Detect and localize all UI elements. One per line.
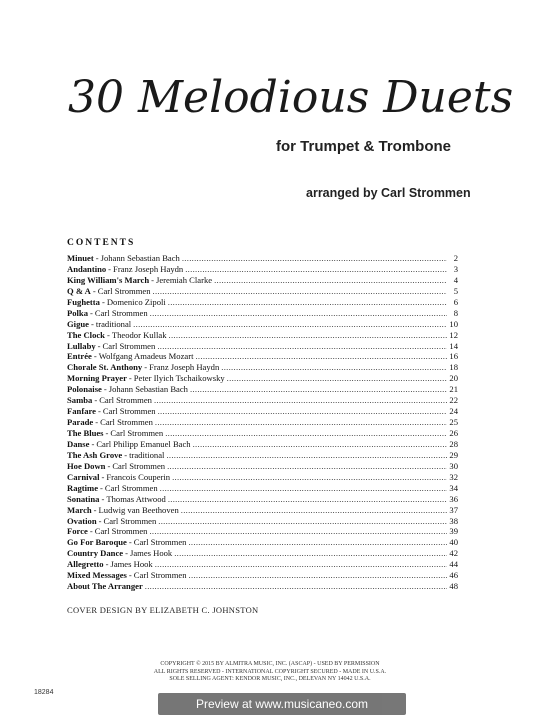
toc-page-number: 28 bbox=[449, 438, 458, 449]
toc-separator: - bbox=[107, 460, 111, 471]
toc-page-number: 12 bbox=[449, 329, 458, 340]
toc-page-number: 10 bbox=[449, 318, 458, 329]
toc-page-number: 38 bbox=[449, 515, 458, 526]
toc-dot-leader bbox=[182, 253, 447, 264]
toc-entry bbox=[67, 570, 458, 581]
toc-entry bbox=[67, 384, 458, 395]
toc-composer: Carl Strommen bbox=[112, 460, 166, 471]
toc-page-number: 34 bbox=[449, 482, 458, 493]
toc-composer: Carl Philipp Emanuel Bach bbox=[96, 438, 191, 449]
toc-separator: - bbox=[101, 296, 105, 307]
toc-composer: Domenico Zipoli bbox=[106, 296, 166, 307]
toc-dot-leader bbox=[195, 351, 447, 362]
toc-dot-leader bbox=[145, 581, 447, 592]
toc-piece-title: Polonaise bbox=[67, 384, 102, 395]
toc-composer: Carl Strommen bbox=[133, 570, 187, 581]
toc-dot-leader bbox=[157, 341, 447, 352]
toc-piece-title: Ragtime bbox=[67, 482, 99, 493]
toc-dot-leader bbox=[167, 461, 447, 472]
toc-composer: Carl Strommen bbox=[100, 417, 153, 428]
toc-page-number: 36 bbox=[449, 493, 458, 504]
toc-piece-title: Lullaby bbox=[67, 340, 96, 351]
toc-piece-title: Morning Prayer bbox=[67, 373, 127, 384]
toc-page-number: 18 bbox=[449, 362, 458, 373]
toc-piece-title: Gigue bbox=[67, 318, 89, 329]
toc-composer: Franz Joseph Haydn bbox=[149, 362, 220, 373]
toc-entry bbox=[67, 351, 458, 362]
toc-entry bbox=[67, 275, 458, 286]
toc-separator: - bbox=[101, 471, 105, 482]
toc-separator: - bbox=[90, 318, 94, 329]
toc-entry bbox=[67, 516, 458, 527]
toc-separator: - bbox=[91, 438, 95, 449]
toc-page-number: 3 bbox=[453, 263, 458, 274]
toc-separator: - bbox=[100, 482, 103, 493]
toc-piece-title: Polka bbox=[67, 307, 89, 318]
toc-page-number: 30 bbox=[449, 460, 458, 471]
toc-page-number: 39 bbox=[449, 526, 458, 537]
toc-separator: - bbox=[97, 406, 101, 417]
toc-separator: - bbox=[151, 274, 155, 285]
toc-separator: - bbox=[94, 395, 98, 406]
toc-composer: Carl Strommen bbox=[102, 340, 156, 351]
toc-entry bbox=[67, 494, 458, 505]
toc-entry bbox=[67, 319, 458, 330]
toc-separator: - bbox=[105, 428, 109, 438]
toc-separator: - bbox=[95, 417, 99, 428]
toc-entry bbox=[67, 548, 458, 559]
toc-entry bbox=[67, 264, 458, 275]
toc-dot-leader bbox=[193, 439, 447, 450]
table-of-contents bbox=[67, 253, 458, 592]
toc-piece-title: Fughetta bbox=[67, 296, 100, 307]
toc-piece-title: Go For Baroque bbox=[67, 537, 127, 548]
toc-page-number: 20 bbox=[449, 373, 458, 384]
toc-piece-title: Ovation bbox=[67, 515, 97, 526]
toc-dot-leader bbox=[227, 373, 447, 384]
toc-piece-title: King William's March bbox=[67, 274, 150, 285]
toc-composer: Carl Strommen bbox=[104, 482, 158, 493]
page-subtitle: for Trumpet & Trombone bbox=[276, 138, 452, 155]
toc-page-number: 32 bbox=[449, 471, 458, 482]
toc-dot-leader bbox=[181, 505, 447, 516]
toc-piece-title: The Blues bbox=[67, 428, 104, 438]
toc-entry bbox=[67, 253, 458, 264]
toc-separator: - bbox=[90, 307, 93, 318]
copyright-line: SOLE SELLING AGENT: KENDOR MUSIC, INC., DELEVAN NY 14042 U.S.A. bbox=[169, 676, 371, 682]
toc-separator: - bbox=[93, 504, 97, 515]
toc-entry bbox=[67, 581, 458, 592]
page-title: 30 Melodious Duets bbox=[68, 72, 514, 123]
toc-composer: Theodor Kullak bbox=[111, 329, 167, 340]
toc-piece-title: Allegretto bbox=[67, 559, 104, 570]
toc-composer: Carl Strommen bbox=[102, 406, 156, 417]
toc-entry bbox=[67, 297, 458, 308]
toc-page-number: 6 bbox=[453, 296, 458, 307]
toc-page-number: 4 bbox=[453, 274, 458, 285]
toc-separator: - bbox=[124, 449, 128, 460]
toc-entry bbox=[67, 395, 458, 406]
copyright-line: ALL RIGHTS RESERVED - INTERNATIONAL COPYRIGHT SECURED - MADE IN U.S.A. bbox=[153, 668, 387, 675]
toc-piece-title: Andantino bbox=[67, 263, 107, 274]
toc-piece-title: Mixed Messages bbox=[67, 570, 127, 581]
toc-composer: Carl Strommen bbox=[133, 537, 187, 548]
toc-entry bbox=[67, 537, 458, 548]
toc-piece-title: Chorale St. Anthony bbox=[67, 362, 143, 373]
toc-entry bbox=[67, 286, 458, 297]
toc-piece-title: Hoe Down bbox=[67, 460, 106, 471]
toc-composer: James Hook bbox=[110, 559, 153, 570]
toc-piece-title: The Ash Grove bbox=[67, 449, 123, 460]
toc-composer: James Hook bbox=[129, 548, 173, 559]
toc-entry bbox=[67, 439, 458, 450]
toc-composer: Francois Couperin bbox=[106, 471, 171, 482]
toc-dot-leader bbox=[168, 297, 447, 308]
toc-dot-leader bbox=[160, 483, 447, 494]
toc-entry bbox=[67, 341, 458, 352]
toc-dot-leader bbox=[153, 286, 447, 297]
toc-page-number: 14 bbox=[449, 340, 458, 351]
toc-page-number: 2 bbox=[453, 253, 458, 263]
toc-dot-leader bbox=[168, 494, 447, 505]
toc-dot-leader bbox=[166, 450, 447, 461]
contents-heading: CONTENTS bbox=[67, 238, 136, 248]
toc-entry bbox=[67, 362, 458, 373]
toc-separator: - bbox=[95, 253, 99, 263]
toc-page-number: 48 bbox=[449, 581, 458, 592]
toc-piece-title: Samba bbox=[67, 395, 93, 406]
toc-entry bbox=[67, 461, 458, 472]
toc-composer: traditional bbox=[95, 318, 132, 329]
toc-entry bbox=[67, 483, 458, 494]
toc-dot-leader bbox=[174, 548, 447, 559]
toc-page-number: 24 bbox=[449, 406, 458, 417]
toc-dot-leader bbox=[221, 362, 447, 373]
toc-page-number: 37 bbox=[449, 504, 458, 515]
toc-entry bbox=[67, 559, 458, 570]
toc-separator: - bbox=[103, 384, 107, 395]
preview-banner[interactable]: Preview at www.musicaneo.com bbox=[158, 693, 406, 715]
toc-dot-leader bbox=[188, 537, 447, 548]
toc-page-number: 25 bbox=[449, 417, 458, 428]
toc-dot-leader bbox=[172, 472, 447, 483]
toc-dot-leader bbox=[149, 526, 447, 537]
toc-composer: Johann Sebastian Bach bbox=[100, 253, 180, 263]
toc-dot-leader bbox=[133, 319, 447, 330]
toc-page-number: 44 bbox=[449, 559, 458, 570]
toc-entry bbox=[67, 526, 458, 537]
toc-composer: Jeremiah Clarke bbox=[156, 274, 213, 285]
toc-page-number: 5 bbox=[453, 285, 458, 296]
toc-page-number: 22 bbox=[449, 395, 458, 406]
toc-composer: Carl Strommen bbox=[99, 395, 152, 406]
toc-page-number: 42 bbox=[449, 548, 458, 559]
toc-composer: Carl Strommen bbox=[97, 285, 151, 296]
toc-entry bbox=[67, 417, 458, 428]
toc-dot-leader bbox=[185, 264, 447, 275]
toc-separator: - bbox=[89, 526, 93, 537]
toc-separator: - bbox=[128, 537, 132, 548]
toc-separator: - bbox=[144, 362, 148, 373]
toc-entry bbox=[67, 505, 458, 516]
toc-composer: Wolfgang Amadeus Mozart bbox=[98, 351, 194, 362]
toc-dot-leader bbox=[190, 384, 447, 395]
toc-separator: - bbox=[98, 515, 102, 526]
toc-dot-leader bbox=[155, 417, 447, 428]
toc-dot-leader bbox=[189, 570, 447, 581]
toc-page-number: 21 bbox=[449, 384, 458, 395]
toc-separator: - bbox=[93, 351, 97, 362]
toc-composer: Carl Strommen bbox=[94, 526, 148, 537]
toc-dot-leader bbox=[214, 275, 447, 286]
arranger-credit: arranged by Carl Strommen bbox=[306, 186, 471, 200]
toc-dot-leader bbox=[150, 308, 447, 319]
toc-entry bbox=[67, 373, 458, 384]
toc-entry bbox=[67, 450, 458, 461]
toc-piece-title: Country Dance bbox=[67, 548, 124, 559]
toc-piece-title: Entrée bbox=[67, 351, 92, 362]
catalog-number: 18284 bbox=[34, 689, 54, 696]
toc-composer: traditional bbox=[129, 449, 165, 460]
toc-piece-title: The Clock bbox=[67, 329, 105, 340]
toc-page-number: 16 bbox=[449, 351, 458, 362]
toc-page-number: 40 bbox=[449, 537, 458, 548]
toc-separator: - bbox=[108, 263, 112, 274]
toc-composer: Ludwig van Beethoven bbox=[98, 504, 179, 515]
toc-composer: Thomas Attwood bbox=[106, 493, 166, 504]
toc-entry bbox=[67, 472, 458, 483]
toc-composer: Carl Strommen bbox=[103, 515, 157, 526]
toc-page-number: 46 bbox=[449, 570, 458, 581]
toc-composer: Peter Ilyich Tschaikowsky bbox=[133, 373, 225, 384]
toc-dot-leader bbox=[165, 428, 447, 439]
copyright-notice bbox=[120, 661, 420, 684]
toc-separator: - bbox=[101, 493, 105, 504]
cover-design-credit: COVER DESIGN BY ELIZABETH C. JOHNSTON bbox=[67, 605, 259, 615]
toc-composer: Carl Strommen bbox=[94, 307, 148, 318]
toc-composer: Johann Sebastian Bach bbox=[108, 384, 188, 395]
toc-piece-title: Fanfare bbox=[67, 406, 96, 417]
toc-piece-title: Force bbox=[67, 526, 88, 537]
toc-separator: - bbox=[128, 570, 132, 581]
toc-dot-leader bbox=[169, 330, 448, 341]
toc-piece-title: Minuet bbox=[67, 253, 94, 263]
copyright-line: COPYRIGHT © 2015 BY ALMITRA MUSIC, INC. (ASCAP) - USED BY PERMISSION bbox=[160, 661, 380, 667]
toc-page-number: 29 bbox=[449, 449, 458, 460]
toc-piece-title: Sonatina bbox=[67, 493, 100, 504]
toc-entry bbox=[67, 308, 458, 319]
toc-entry bbox=[67, 330, 458, 341]
toc-piece-title: Parade bbox=[67, 417, 94, 428]
toc-piece-title: Carnival bbox=[67, 471, 100, 482]
toc-dot-leader bbox=[158, 406, 447, 417]
toc-dot-leader bbox=[158, 516, 447, 527]
toc-entry bbox=[67, 428, 458, 439]
toc-piece-title: Danse bbox=[67, 438, 90, 449]
toc-separator: - bbox=[125, 548, 128, 559]
toc-separator: - bbox=[105, 559, 109, 570]
toc-entry bbox=[67, 406, 458, 417]
toc-composer: Carl Strommen bbox=[110, 428, 164, 438]
toc-piece-title: About The Arranger bbox=[67, 581, 143, 592]
toc-separator: - bbox=[97, 340, 101, 351]
toc-dot-leader bbox=[155, 559, 447, 570]
toc-page-number: 26 bbox=[449, 428, 458, 438]
toc-separator: - bbox=[92, 285, 96, 296]
toc-composer: Franz Joseph Haydn bbox=[113, 263, 184, 274]
toc-piece-title: Q & A bbox=[67, 285, 91, 296]
toc-separator: - bbox=[106, 329, 110, 340]
toc-piece-title: March bbox=[67, 504, 92, 515]
toc-page-number: 8 bbox=[453, 307, 458, 318]
toc-dot-leader bbox=[154, 395, 447, 406]
toc-separator: - bbox=[128, 373, 132, 384]
